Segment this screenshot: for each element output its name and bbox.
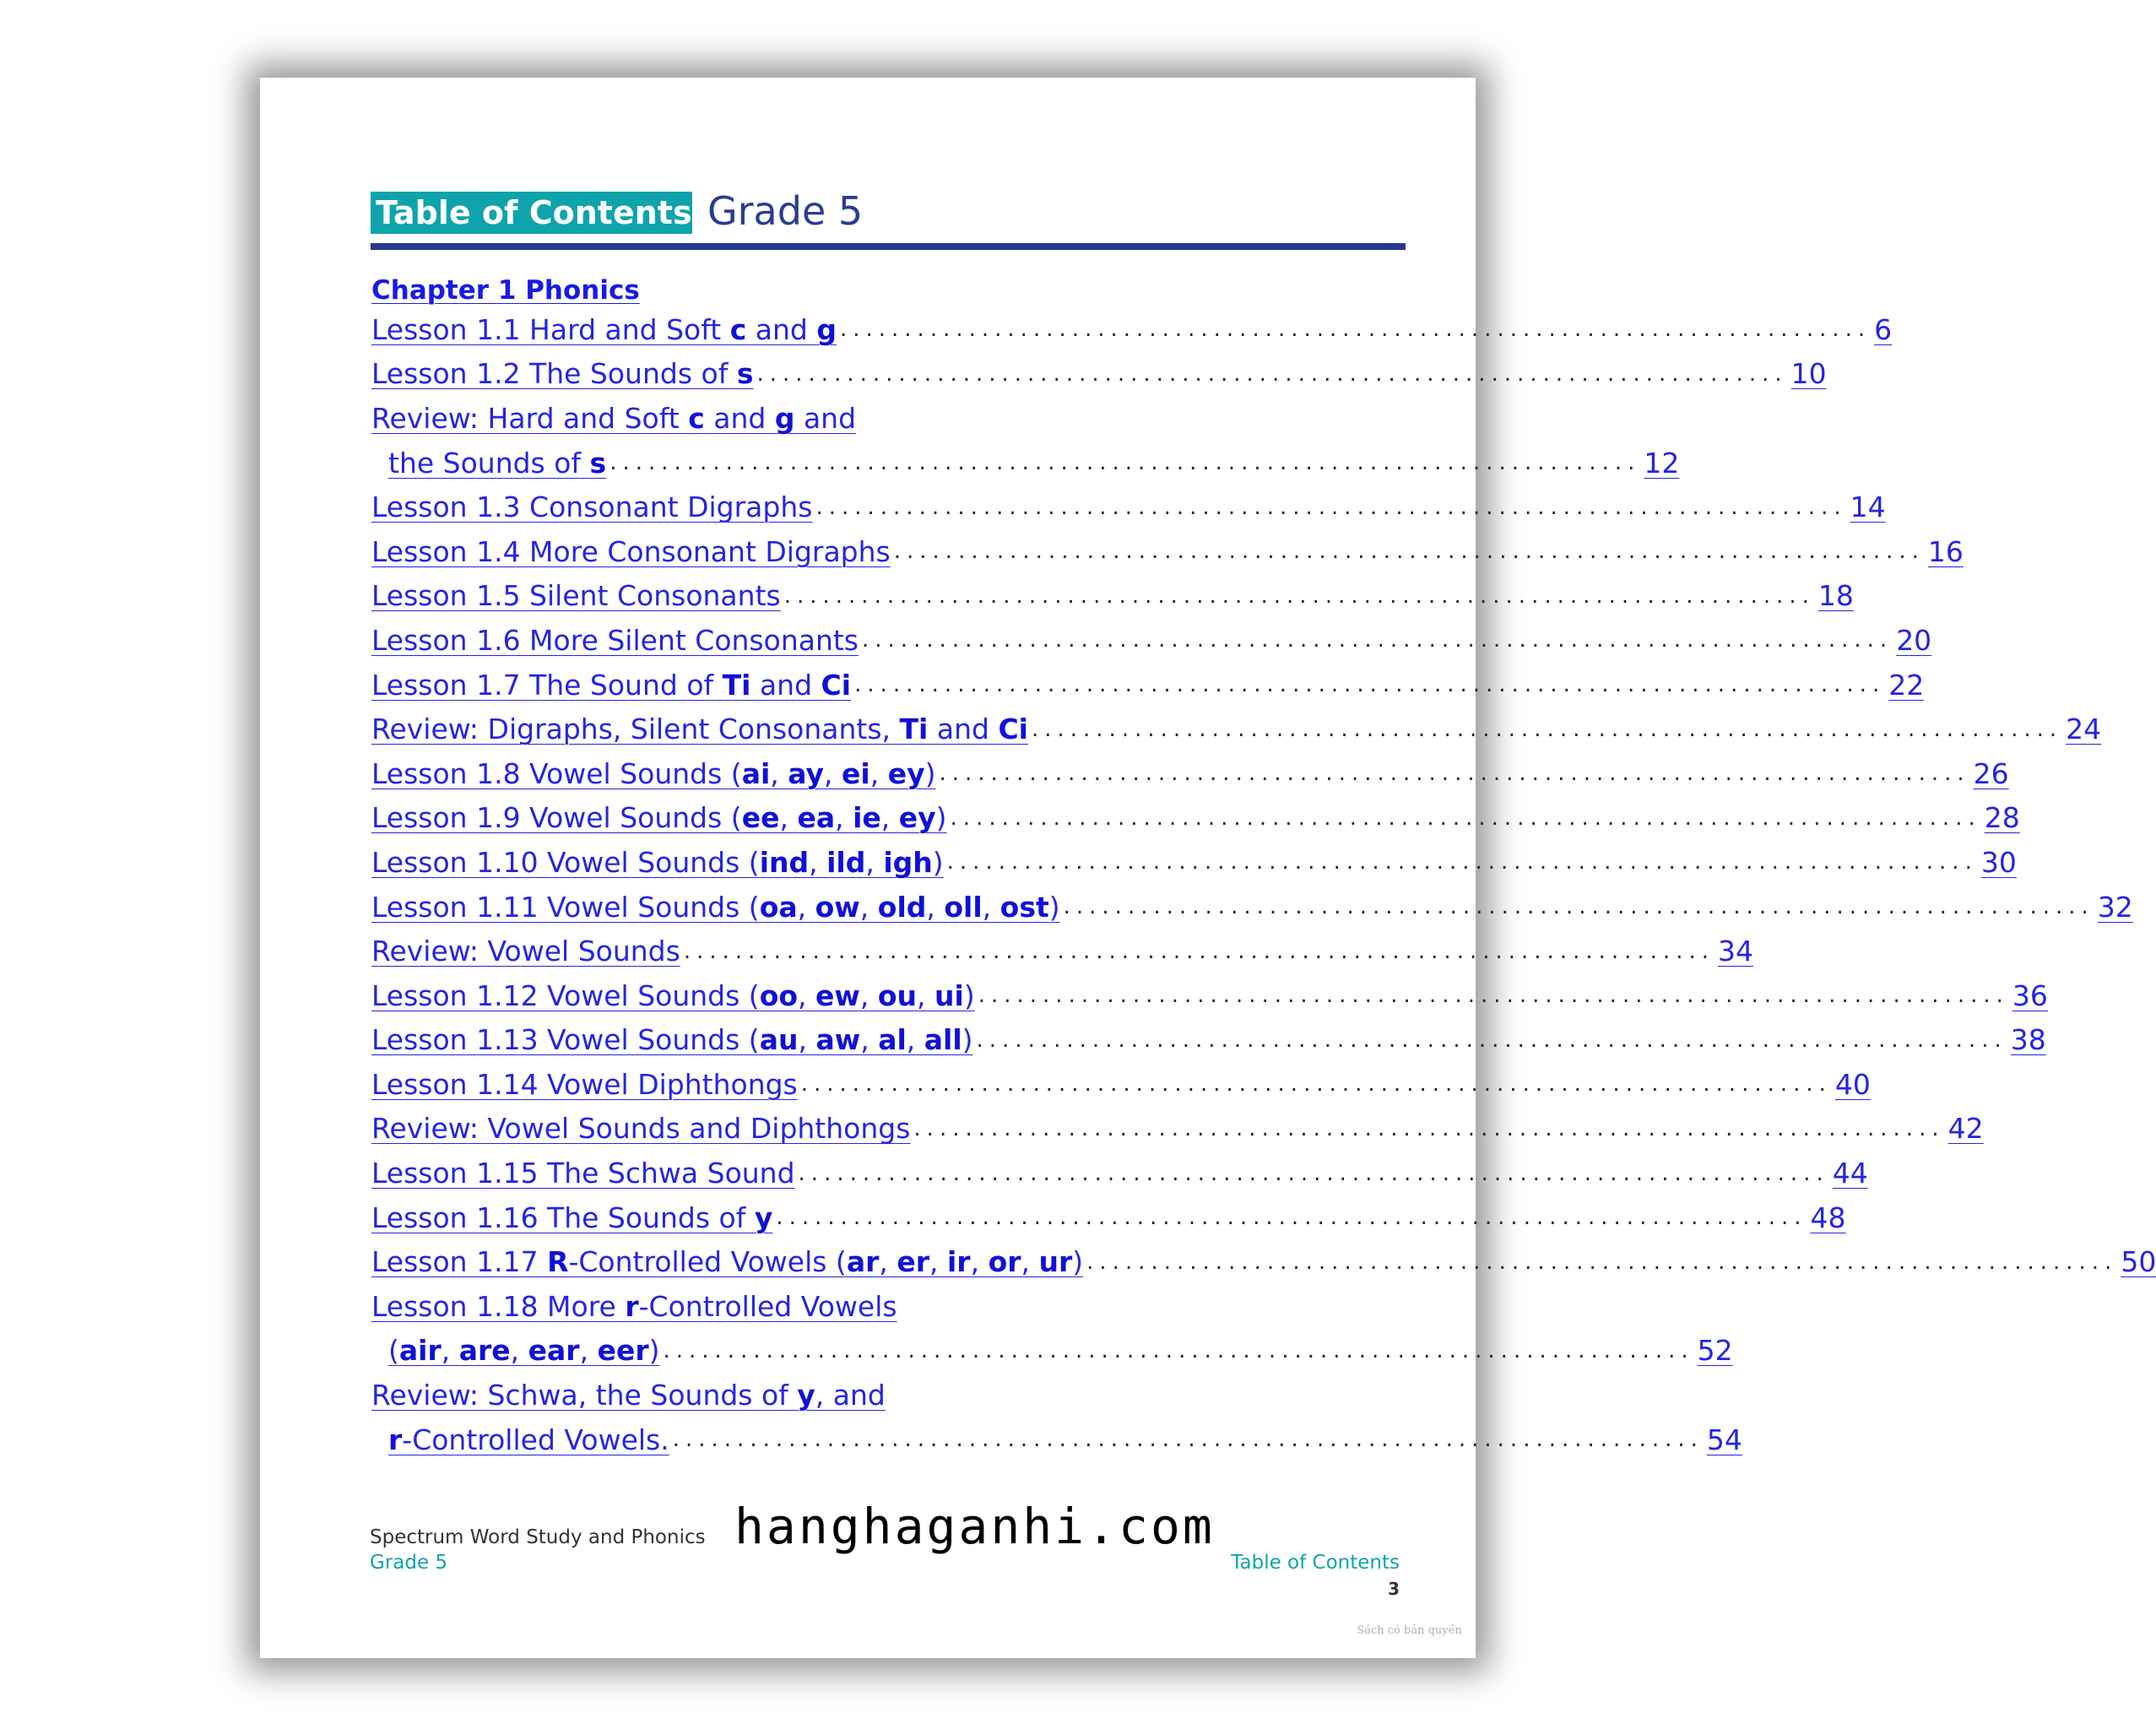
toc-header-label: Table of Contents (371, 192, 692, 234)
toc-page-number[interactable]: 6 (1874, 312, 1893, 346)
toc-entry-title[interactable] (371, 1201, 772, 1234)
toc-entry[interactable] (371, 885, 2133, 930)
toc-entry-text: Lesson 1.2 The Sounds of (371, 357, 737, 391)
toc-entry-highlight: oll (944, 890, 983, 924)
toc-entry-text: ) (932, 845, 944, 879)
toc-entry-highlight: ai (741, 756, 771, 790)
toc-entry-title[interactable] (371, 757, 935, 790)
toc-entry-text: Lesson 1.8 Vowel Sounds ( (371, 756, 742, 790)
dot-leader: ................................................................................ (946, 849, 1978, 875)
toc-entry[interactable] (371, 1373, 1148, 1417)
toc-entry-title[interactable] (371, 1290, 897, 1323)
toc-entry-highlight: c (729, 312, 747, 346)
toc-entry-text: Review: Schwa, the Sounds of (371, 1379, 798, 1412)
toc-entry-text: -Controlled Vowels (638, 1289, 897, 1323)
toc-entry-title[interactable] (371, 1068, 798, 1101)
dot-leader: ................................................................................ (815, 494, 1847, 520)
toc-entry-text: -Controlled Vowels ( (568, 1245, 847, 1279)
toc-entry-highlight: ou (877, 978, 918, 1012)
toc-entry-text: Lesson 1.14 Vowel Diphthongs (371, 1067, 798, 1101)
toc-page-number[interactable]: 34 (1717, 935, 1753, 968)
toc-entry-highlight: ay (788, 756, 825, 790)
toc-entry[interactable] (371, 441, 1680, 485)
toc-entry-highlight: ui (934, 978, 964, 1012)
toc-entry-text: , (770, 756, 788, 790)
toc-entry-text: , (809, 845, 827, 879)
dot-leader: ................................................................................ (800, 1071, 1832, 1098)
toc-entry-title[interactable] (388, 447, 606, 480)
toc-entry[interactable] (371, 1018, 2046, 1063)
toc-entry-highlight: y (797, 1379, 815, 1412)
toc-entry-text: Lesson 1.6 More Silent Consonants (371, 623, 859, 657)
toc-entry-highlight: ew (815, 978, 860, 1012)
toc-entry-text: ) (1048, 890, 1060, 924)
toc-page-number[interactable]: 42 (1947, 1112, 1984, 1146)
toc-page-number[interactable]: 20 (1896, 623, 1932, 657)
toc-entry[interactable] (371, 396, 1148, 441)
header-rule (371, 243, 1406, 250)
toc-entry[interactable] (371, 929, 1753, 973)
footer-book-title: Spectrum Word Study and Phonics (370, 1526, 706, 1548)
toc-entry-text: , (859, 978, 878, 1012)
toc-entry-title[interactable] (371, 1245, 1083, 1278)
toc-entry-highlight: ear (528, 1334, 580, 1368)
toc-entry-text: Review: Digraphs, Silent Consonants, (371, 713, 900, 746)
toc-entry-highlight: r (625, 1289, 639, 1323)
toc-entry[interactable] (371, 307, 1893, 352)
toc-entry-text: Lesson 1.12 Vowel Sounds ( (371, 978, 760, 1012)
toc-entry-text: , (859, 890, 878, 924)
toc-entry-highlight: R (547, 1245, 569, 1279)
toc-entry-text: Lesson 1.1 Hard and Soft (371, 312, 730, 346)
toc-entry-highlight: y (754, 1201, 773, 1234)
toc-entry[interactable] (371, 1107, 1984, 1152)
toc-entry-highlight: au (759, 1023, 799, 1057)
toc-entry-title[interactable] (388, 1334, 659, 1367)
toc-page-number[interactable]: 12 (1644, 446, 1680, 480)
toc-entry[interactable] (371, 1062, 1871, 1107)
toc-list (371, 307, 2156, 1461)
toc-entry-text: ) (648, 1334, 660, 1368)
toc-entry-highlight: ie (853, 801, 881, 835)
toc-page-number[interactable]: 48 (1810, 1201, 1846, 1234)
toc-entry-title[interactable] (371, 402, 856, 435)
toc-entry-title[interactable] (371, 579, 781, 612)
toc-entry-text: Lesson 1.7 The Sound of (371, 668, 723, 702)
toc-entry-highlight: s (736, 357, 754, 391)
toc-entry-highlight: ee (741, 801, 780, 835)
toc-page-number[interactable]: 38 (2010, 1023, 2046, 1057)
toc-page-number[interactable]: 28 (1984, 801, 2020, 835)
toc-entry-highlight: ea (797, 801, 836, 835)
toc-page-number[interactable]: 40 (1834, 1067, 1871, 1101)
toc-entry[interactable] (371, 1151, 1868, 1195)
toc-entry-text: , (860, 1023, 879, 1057)
toc-entry-text: Lesson 1.18 More (371, 1289, 626, 1323)
toc-entry-title[interactable] (371, 491, 812, 523)
toc-entry-text: Lesson 1.11 Vowel Sounds ( (371, 890, 760, 924)
toc-entry-text: , and (815, 1379, 886, 1412)
toc-entry-highlight: g (816, 312, 837, 346)
toc-entry-highlight: c (688, 401, 705, 435)
toc-entry-highlight: Ci (998, 713, 1028, 746)
toc-entry-text: , (798, 978, 816, 1012)
dot-leader: ................................................................................ (1086, 1249, 2118, 1275)
toc-entry-title[interactable] (371, 624, 859, 657)
watermark-text: hanghaganhi.com (734, 1498, 1215, 1555)
toc-entry-highlight: Ci (821, 668, 852, 702)
page-number: 3 (1388, 1579, 1400, 1599)
book-page (260, 78, 2156, 1658)
toc-page-number[interactable]: 18 (1817, 579, 1854, 613)
toc-entry-text: , (441, 1334, 459, 1368)
toc-entry-text: , (906, 1023, 924, 1057)
toc-entry-highlight: oo (759, 978, 799, 1012)
toc-entry-text: Lesson 1.15 The Schwa Sound (371, 1157, 795, 1190)
toc-entry-title[interactable] (371, 846, 944, 879)
toc-entry-highlight: ei (842, 756, 870, 790)
toc-entry-text: Review: Vowel Sounds (371, 935, 680, 968)
dot-leader: ................................................................................ (976, 1027, 2007, 1053)
toc-entry-highlight: eer (597, 1334, 649, 1368)
dot-leader: ................................................................................ (1031, 716, 2063, 742)
toc-entry-title[interactable] (371, 891, 1060, 924)
toc-entry-text: and (704, 401, 775, 435)
toc-entry-highlight: all (924, 1023, 962, 1057)
toc-entry-text: , (510, 1334, 528, 1368)
toc-entry-highlight: ir (946, 1245, 971, 1279)
toc-entry-text: ( (388, 1334, 399, 1368)
toc-entry-text: ) (962, 1023, 973, 1057)
toc-entry-highlight: ost (999, 890, 1049, 924)
toc-entry-text: Lesson 1.13 Vowel Sounds ( (371, 1023, 760, 1057)
toc-entry-text: , (879, 1245, 897, 1279)
toc-entry-title[interactable] (371, 535, 891, 568)
toc-entry-highlight: ey (898, 801, 936, 835)
toc-entry-text: , (970, 1245, 989, 1279)
dot-leader: ................................................................................ (663, 1337, 1694, 1363)
toc-entry-text: and (750, 668, 821, 702)
toc-entry-text: Lesson 1.5 Silent Consonants (371, 579, 781, 613)
toc-entry-text: Lesson 1.17 (371, 1245, 548, 1279)
dot-leader: ................................................................................ (683, 938, 1715, 964)
toc-entry-text: , (865, 845, 884, 879)
toc-entry-text: and (746, 312, 817, 346)
chapter-title-link[interactable]: Chapter 1 Phonics (371, 275, 640, 306)
toc-entry[interactable] (371, 1284, 1148, 1329)
dot-leader: ................................................................................ (798, 1160, 1829, 1186)
toc-entry[interactable] (371, 973, 2048, 1018)
toc-entry-text: the Sounds of (388, 446, 590, 480)
toc-entry-title[interactable] (371, 1157, 795, 1190)
toc-entry-title[interactable] (371, 669, 851, 702)
toc-entry-text: ) (935, 801, 947, 835)
dot-leader: ................................................................................ (862, 627, 1893, 653)
toc-page-number[interactable]: 30 (1980, 845, 2017, 879)
toc-entry-text: , (798, 1023, 816, 1057)
toc-entry-highlight: ar (846, 1245, 880, 1279)
toc-entry-text: , (917, 978, 935, 1012)
toc-entry-text: Lesson 1.3 Consonant Digraphs (371, 491, 813, 524)
toc-entry-highlight: or (988, 1245, 1021, 1279)
toc-entry-text: , (869, 756, 888, 790)
toc-entry-highlight: r (388, 1423, 403, 1456)
grade-title: Grade 5 (707, 188, 864, 234)
toc-entry-text: Lesson 1.4 More Consonant Digraphs (371, 534, 891, 568)
toc-entry-text: Review: Hard and Soft (371, 401, 689, 435)
toc-entry-highlight: air (398, 1334, 441, 1368)
toc-entry-title[interactable] (371, 357, 753, 390)
toc-entry[interactable] (371, 352, 1827, 397)
toc-entry-title[interactable] (371, 313, 837, 346)
toc-entry-highlight: are (458, 1334, 511, 1368)
toc-entry[interactable] (371, 796, 2020, 841)
toc-entry-text: ) (924, 756, 936, 790)
toc-entry-highlight: oa (759, 890, 798, 924)
toc-page-number[interactable]: 50 (2121, 1245, 2156, 1279)
dot-leader: ................................................................................ (1063, 894, 2094, 920)
toc-page-number[interactable]: 22 (1888, 668, 1925, 702)
toc-entry-highlight: aw (815, 1023, 861, 1057)
dot-leader: ................................................................................ (854, 672, 1886, 698)
toc-entry-highlight: er (897, 1245, 929, 1279)
toc-entry[interactable] (371, 1239, 2156, 1284)
toc-entry-text: -Controlled Vowels. (402, 1423, 669, 1456)
toc-page-number[interactable]: 26 (1973, 756, 2009, 790)
toc-entry-title[interactable] (371, 935, 680, 967)
toc-entry[interactable] (371, 1417, 1742, 1462)
toc-entry-text: , (579, 1334, 598, 1368)
toc-entry-highlight: s (589, 446, 607, 480)
toc-entry[interactable] (371, 1195, 1846, 1240)
toc-entry-highlight: ild (826, 845, 866, 879)
toc-entry-text: , (835, 801, 853, 835)
dot-leader: ................................................................................ (672, 1427, 1704, 1453)
toc-entry-highlight: Ti (899, 713, 929, 746)
toc-page-number[interactable]: 44 (1832, 1157, 1868, 1190)
toc-entry[interactable] (371, 574, 1854, 619)
dot-leader: ................................................................................ (939, 761, 1970, 787)
toc-entry-text: Review: Vowel Sounds and Diphthongs (371, 1112, 911, 1146)
toc-page-number[interactable]: 52 (1697, 1334, 1733, 1368)
toc-page-number[interactable]: 24 (2066, 713, 2102, 746)
toc-entry-highlight: g (774, 401, 795, 435)
dot-leader: ................................................................................ (950, 805, 1981, 831)
toc-entry-title[interactable] (371, 1112, 910, 1145)
toc-entry-text: , (982, 890, 1000, 924)
dot-leader: ................................................................................ (913, 1115, 1945, 1141)
toc-entry-text: ) (1072, 1245, 1084, 1279)
toc-entry-highlight: old (877, 890, 927, 924)
toc-entry-highlight: al (878, 1023, 907, 1057)
toc-entry-text: Lesson 1.16 The Sounds of (371, 1201, 755, 1234)
toc-page-number[interactable]: 14 (1850, 491, 1886, 524)
dot-leader: ................................................................................ (839, 317, 1872, 343)
toc-entry-highlight: Ti (722, 668, 751, 702)
toc-entry[interactable] (371, 707, 2102, 751)
toc-entry-text: , (824, 756, 842, 790)
toc-entry-title[interactable] (371, 1023, 973, 1056)
toc-entry[interactable] (371, 529, 1964, 574)
toc-entry-title[interactable] (371, 713, 1028, 745)
dot-leader: ................................................................................ (783, 583, 1815, 609)
toc-entry-text: ) (963, 978, 975, 1012)
toc-entry-text: , (779, 801, 798, 835)
toc-entry-title[interactable] (371, 801, 947, 834)
toc-entry-text: , (929, 1245, 947, 1279)
toc-page-number[interactable]: 16 (1927, 534, 1964, 568)
toc-entry[interactable] (371, 618, 1932, 663)
toc-entry-text: Lesson 1.10 Vowel Sounds ( (371, 845, 760, 879)
toc-entry[interactable] (371, 751, 2009, 796)
toc-entry[interactable] (371, 485, 1886, 529)
toc-entry-text: , (797, 890, 815, 924)
toc-entry-highlight: ur (1038, 1245, 1073, 1279)
toc-entry[interactable] (371, 663, 1925, 707)
toc-entry-highlight: ow (815, 890, 860, 924)
toc-page-number[interactable]: 36 (2012, 978, 2048, 1012)
dot-leader: ................................................................................ (756, 360, 1788, 387)
dot-leader: ................................................................................ (893, 539, 1925, 565)
toc-entry-text: and (928, 713, 999, 746)
copyright-note: Sách có bản quyền (1357, 1624, 1462, 1637)
dot-leader: ................................................................................ (776, 1205, 1807, 1231)
toc-page-number[interactable]: 32 (2097, 890, 2133, 924)
toc-entry-title[interactable] (371, 979, 975, 1012)
toc-entry-text: , (1021, 1245, 1039, 1279)
toc-entry-highlight: ey (887, 756, 925, 790)
dot-leader: ................................................................................ (609, 450, 1641, 476)
toc-entry[interactable] (371, 840, 2017, 885)
toc-entry-text: Lesson 1.9 Vowel Sounds ( (371, 801, 742, 835)
footer-section: Table of Contents (1231, 1552, 1400, 1574)
footer-grade: Grade 5 (370, 1552, 448, 1574)
toc-entry-text: , (926, 890, 945, 924)
toc-page-number[interactable]: 10 (1790, 357, 1827, 391)
toc-entry-highlight: igh (883, 845, 933, 879)
toc-entry-title[interactable] (371, 1379, 886, 1412)
toc-entry[interactable] (371, 1329, 1733, 1374)
toc-entry-title[interactable] (388, 1423, 669, 1456)
toc-entry-highlight: ind (759, 845, 810, 879)
toc-entry-text: , (880, 801, 899, 835)
toc-entry-text: and (794, 401, 857, 435)
toc-page-number[interactable]: 54 (1706, 1423, 1742, 1456)
dot-leader: ................................................................................ (978, 983, 2009, 1009)
